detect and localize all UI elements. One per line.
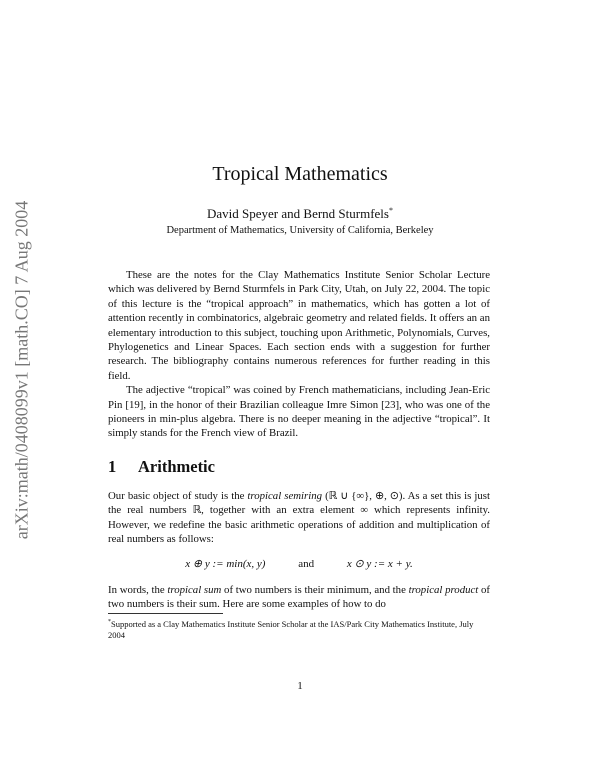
footnote-text: Supported as a Clay Mathematics Institute Senior Scholar at the IAS/Park City Mathematics Institute, July 2004 (108, 618, 474, 641)
affiliation: Department of Mathematics, University of California, Berkeley (166, 225, 434, 236)
display-equation (108, 557, 490, 570)
term-tropical-semiring: tropical semiring (247, 490, 323, 502)
paper-title: Tropical Mathematics (212, 163, 388, 185)
body-paragraph-2 (108, 583, 490, 612)
body-text: Our basic object of study is the (108, 490, 248, 502)
equation-conjunction: and (298, 558, 315, 570)
equation-tropical-product: x ⊙ y := x + y. (346, 558, 413, 570)
footnote-rule (108, 613, 223, 614)
footnote-mark: * (108, 619, 111, 625)
equation-tropical-sum: x ⊕ y := min(x, y) (185, 558, 266, 570)
arxiv-identifier: arXiv:math/0408099v1 [math.CO] 7 Aug 2004 (11, 200, 32, 540)
author-line (0, 206, 600, 222)
body-text: of two numbers is their sum. Here are some examples of how to do (108, 584, 491, 611)
section-title: Arithmetic (138, 457, 215, 476)
body-text: of two numbers is their minimum, and the (221, 584, 409, 596)
body-paragraph-1 (108, 489, 490, 547)
term-tropical-product: tropical product (408, 584, 479, 596)
body-text: (ℝ ∪ {∞}, ⊕, ⊙). As a set this is just the real numbers ℝ, together with an extra element ∞ which represents infinity. However, we redefine the basic arithmetic operations of addition and multiplication of real numbers as follows: (108, 490, 490, 546)
footnote (108, 617, 490, 641)
body-text: In words, the (108, 584, 168, 596)
author-footnote-mark: * (388, 206, 393, 215)
section-number: 1 (108, 457, 117, 476)
abstract (108, 268, 490, 441)
section-heading (108, 457, 215, 477)
arxiv-sidebar-stamp (6, 160, 38, 580)
abstract-paragraph-1: These are the notes for the Clay Mathematics Institute Senior Scholar Lecture which was delivered by Bernd Sturmfels in Park City, Utah, on July 22, 2004. The topic of this lecture is the “tropical approach” in mathematics, which has gotten a lot of attention recently in combinatorics, algebraic geometry and related fields. It offers an an elementary introduction to this subject, touching upon Arithmetic, Polynomials, Curves, Phylogenetics and Linear Spaces. Each section ends with a suggestion for further research. The bibliography contains numerous references for further reading in this field. (108, 269, 490, 382)
author-names: David Speyer and Bernd Sturmfels (207, 206, 389, 221)
page-number: 1 (297, 680, 303, 692)
term-tropical-sum: tropical sum (167, 584, 222, 596)
abstract-paragraph-2: The adjective “tropical” was coined by French mathematicians, including Jean-Eric Pin [19], in the honor of their Brazilian colleague Imre Simon [23], who was one of the pioneers in min-plus algebra. There is no deeper meaning in the adjective “tropical”. It simply stands for the French view of Brazil. (108, 384, 490, 440)
